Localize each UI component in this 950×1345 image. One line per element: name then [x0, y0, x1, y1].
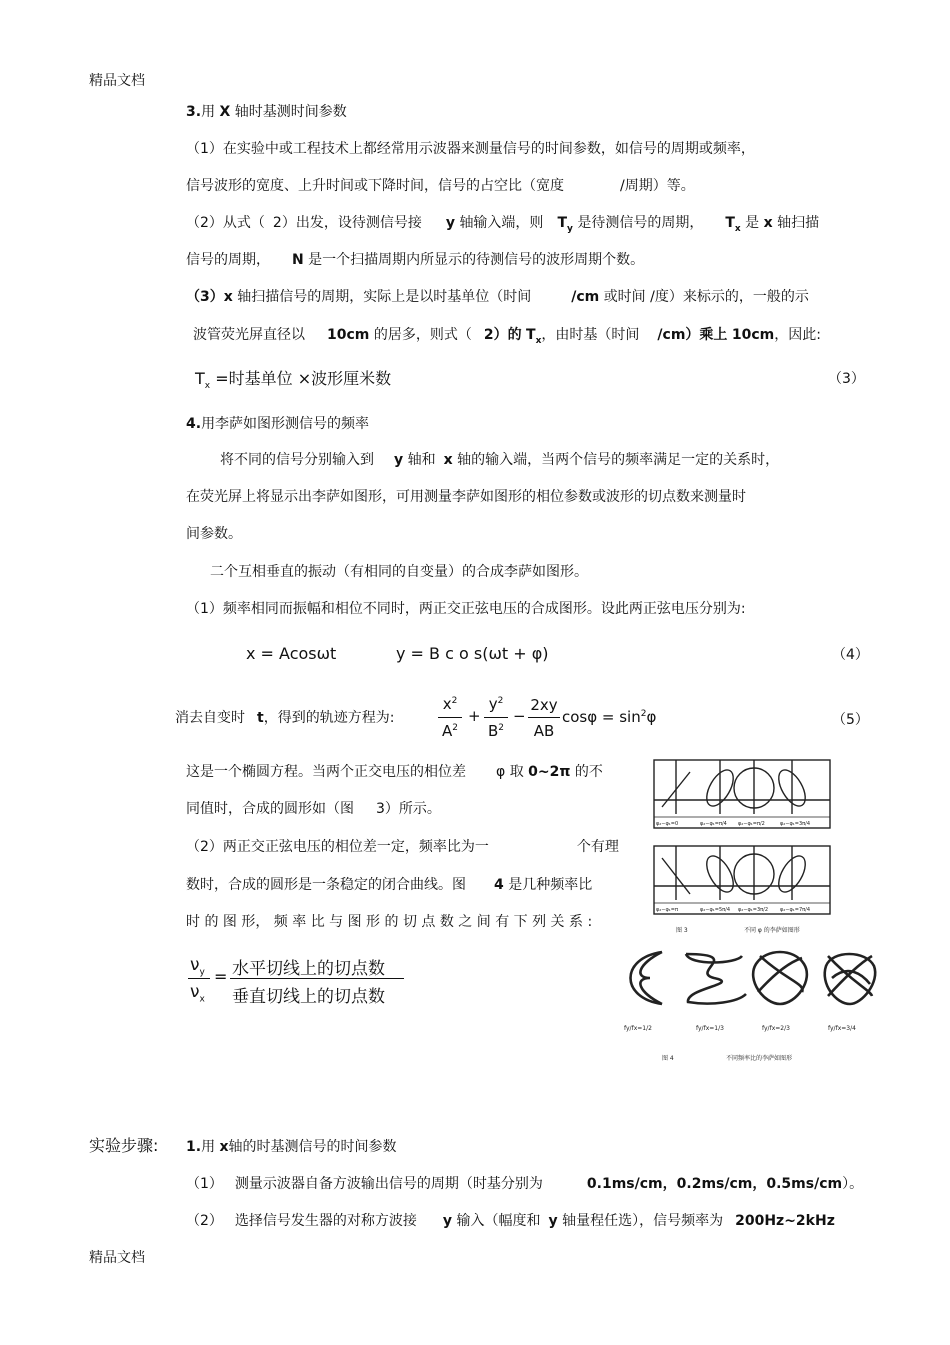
- s3-para3-line1: （3）x 轴扫描信号的周期，实际上是以时基单位（时间 /cm 或时间 /度）来标示的，一般的示: [186, 289, 809, 305]
- section4-title: 4.用李萨如图形测信号的频率: [186, 416, 370, 432]
- s4-para6-line1: （2）两正交正弦电压的相位差一定，频率比为一 个有理: [186, 839, 619, 855]
- fig4-caption-left: 图 4: [662, 1055, 674, 1062]
- figure-3-drawing: [648, 752, 834, 938]
- fig3-label-1: φ₂−φ₁=π/4: [700, 821, 727, 827]
- s4-para3: （1）频率相同而振幅和相位不同时，两正交正弦电压的合成图形。设此两正弦电压分别为:: [186, 601, 746, 617]
- fig3-label-5: φ₂−φ₁=5π/4: [700, 907, 731, 913]
- s4-para1-line2: 在荧光屏上将显示出李萨如图形，可用测量李萨如图形的相位参数或波形的切点数来测量时: [186, 489, 746, 505]
- figure-3: [648, 752, 834, 938]
- fig3-label-2: φ₂−φ₁=π/2: [738, 821, 765, 827]
- s4-para6-line2: 数时，合成的圆形是一条稳定的闭合曲线。图 4 是几种频率比: [186, 877, 593, 893]
- s3-para1-line1: （1）在实验中或工程技术上都经常用示波器来测量信号的时间参数，如信号的周期或频率，: [186, 141, 755, 157]
- s4-para6-line3: 时 的 图 形， 频 率 比 与 图 形 的 切 点 数 之 间 有 下 列 关 系 :: [186, 914, 593, 930]
- s4-para5-line2: 同值时，合成的圆形如（图 3）所示。: [186, 801, 441, 817]
- fig3-caption-right: 不同 φ 的李萨如图形: [744, 927, 800, 934]
- steps-step1-title: 1.用 x轴的时基测信号的时间参数: [186, 1139, 397, 1155]
- fig4-ratio-1: fy/fx=1/3: [696, 1025, 724, 1032]
- s3-para2-line1: （2）从式（ 2）出发，设待测信号接 y 轴输入端，则 $T_y$ 是待测信号的周期， $T_x$ 是 x 轴扫描: [186, 215, 820, 234]
- s3-para3-line2: 波管荧光屏直径以 10cm 的居多，则式（ 2）的 $T_x$，由时基（时间 /cm）乘上 10cm，因此:: [193, 327, 821, 346]
- fig3-label-6: φ₂−φ₁=3π/2: [738, 907, 769, 913]
- equation-3: $T_x$ =时基单位 ×波形厘米数: [195, 369, 392, 392]
- steps-item1: （1） 测量示波器自备方波输出信号的周期（时基分别为 0.1ms/cm，0.2ms/cm，0.5ms/cm）。: [186, 1176, 864, 1192]
- s4-para4: 消去自变时 t，得到的轨迹方程为:: [175, 710, 395, 726]
- s4-para5-line1: 这是一个椭圆方程。当两个正交电压的相位差 φ 取 0~2π 的不: [186, 764, 603, 780]
- steps-item2: （2） 选择信号发生器的对称方波接 y 输入（幅度和 y 轴量程任选），信号频率为 200Hz~2kHz: [186, 1213, 835, 1229]
- fig3-caption-left: 图 3: [676, 927, 688, 934]
- fig4-ratio-3: fy/fx=3/4: [828, 1025, 856, 1032]
- fig3-label-3: φ₂−φ₁=3π/4: [780, 821, 811, 827]
- page-footer: 精品文档: [89, 1250, 145, 1266]
- figure-4: [616, 944, 880, 1068]
- equation-4-number: （4）: [832, 647, 869, 663]
- s4-para2: 二个互相垂直的振动（有相同的自变量）的合成李萨如图形。: [210, 564, 588, 580]
- s3-para2-line2: 信号的周期， N 是一个扫描周期内所显示的待测信号的波形周期个数。: [186, 252, 645, 268]
- figure-4-drawing: [616, 944, 880, 1068]
- fig3-label-0: φ₂−φ₁=0: [656, 821, 679, 827]
- page-header: 精品文档: [89, 73, 145, 89]
- s4-para1-line1: 将不同的信号分别输入到 y 轴和 x 轴的输入端，当两个信号的频率满足一定的关系时，: [220, 452, 780, 468]
- equation-4-x: x = Acosωt: [246, 644, 337, 663]
- fig4-ratio-0: fy/fx=1/2: [624, 1025, 652, 1032]
- fig4-caption-right: 不同频率比的李萨如图形: [726, 1055, 793, 1062]
- equation-4-y: y = B c o s(ωt + φ): [396, 644, 549, 663]
- fig3-label-4: φ₂−φ₁=π: [656, 907, 678, 913]
- steps-heading: 实验步骤:: [89, 1136, 159, 1155]
- s4-para1-line3: 间参数。: [186, 526, 242, 542]
- s3-para1-line2: 信号波形的宽度、上升时间或下降时间，信号的占空比（宽度 /周期）等。: [186, 178, 695, 194]
- section3-title: 3.用 X 轴时基测时间参数: [186, 104, 347, 120]
- equation-5-number: （5）: [832, 712, 869, 728]
- fig3-label-7: φ₂−φ₁=7π/4: [780, 907, 811, 913]
- equation-3-number: （3）: [828, 371, 865, 387]
- fig4-ratio-2: fy/fx=2/3: [762, 1025, 790, 1032]
